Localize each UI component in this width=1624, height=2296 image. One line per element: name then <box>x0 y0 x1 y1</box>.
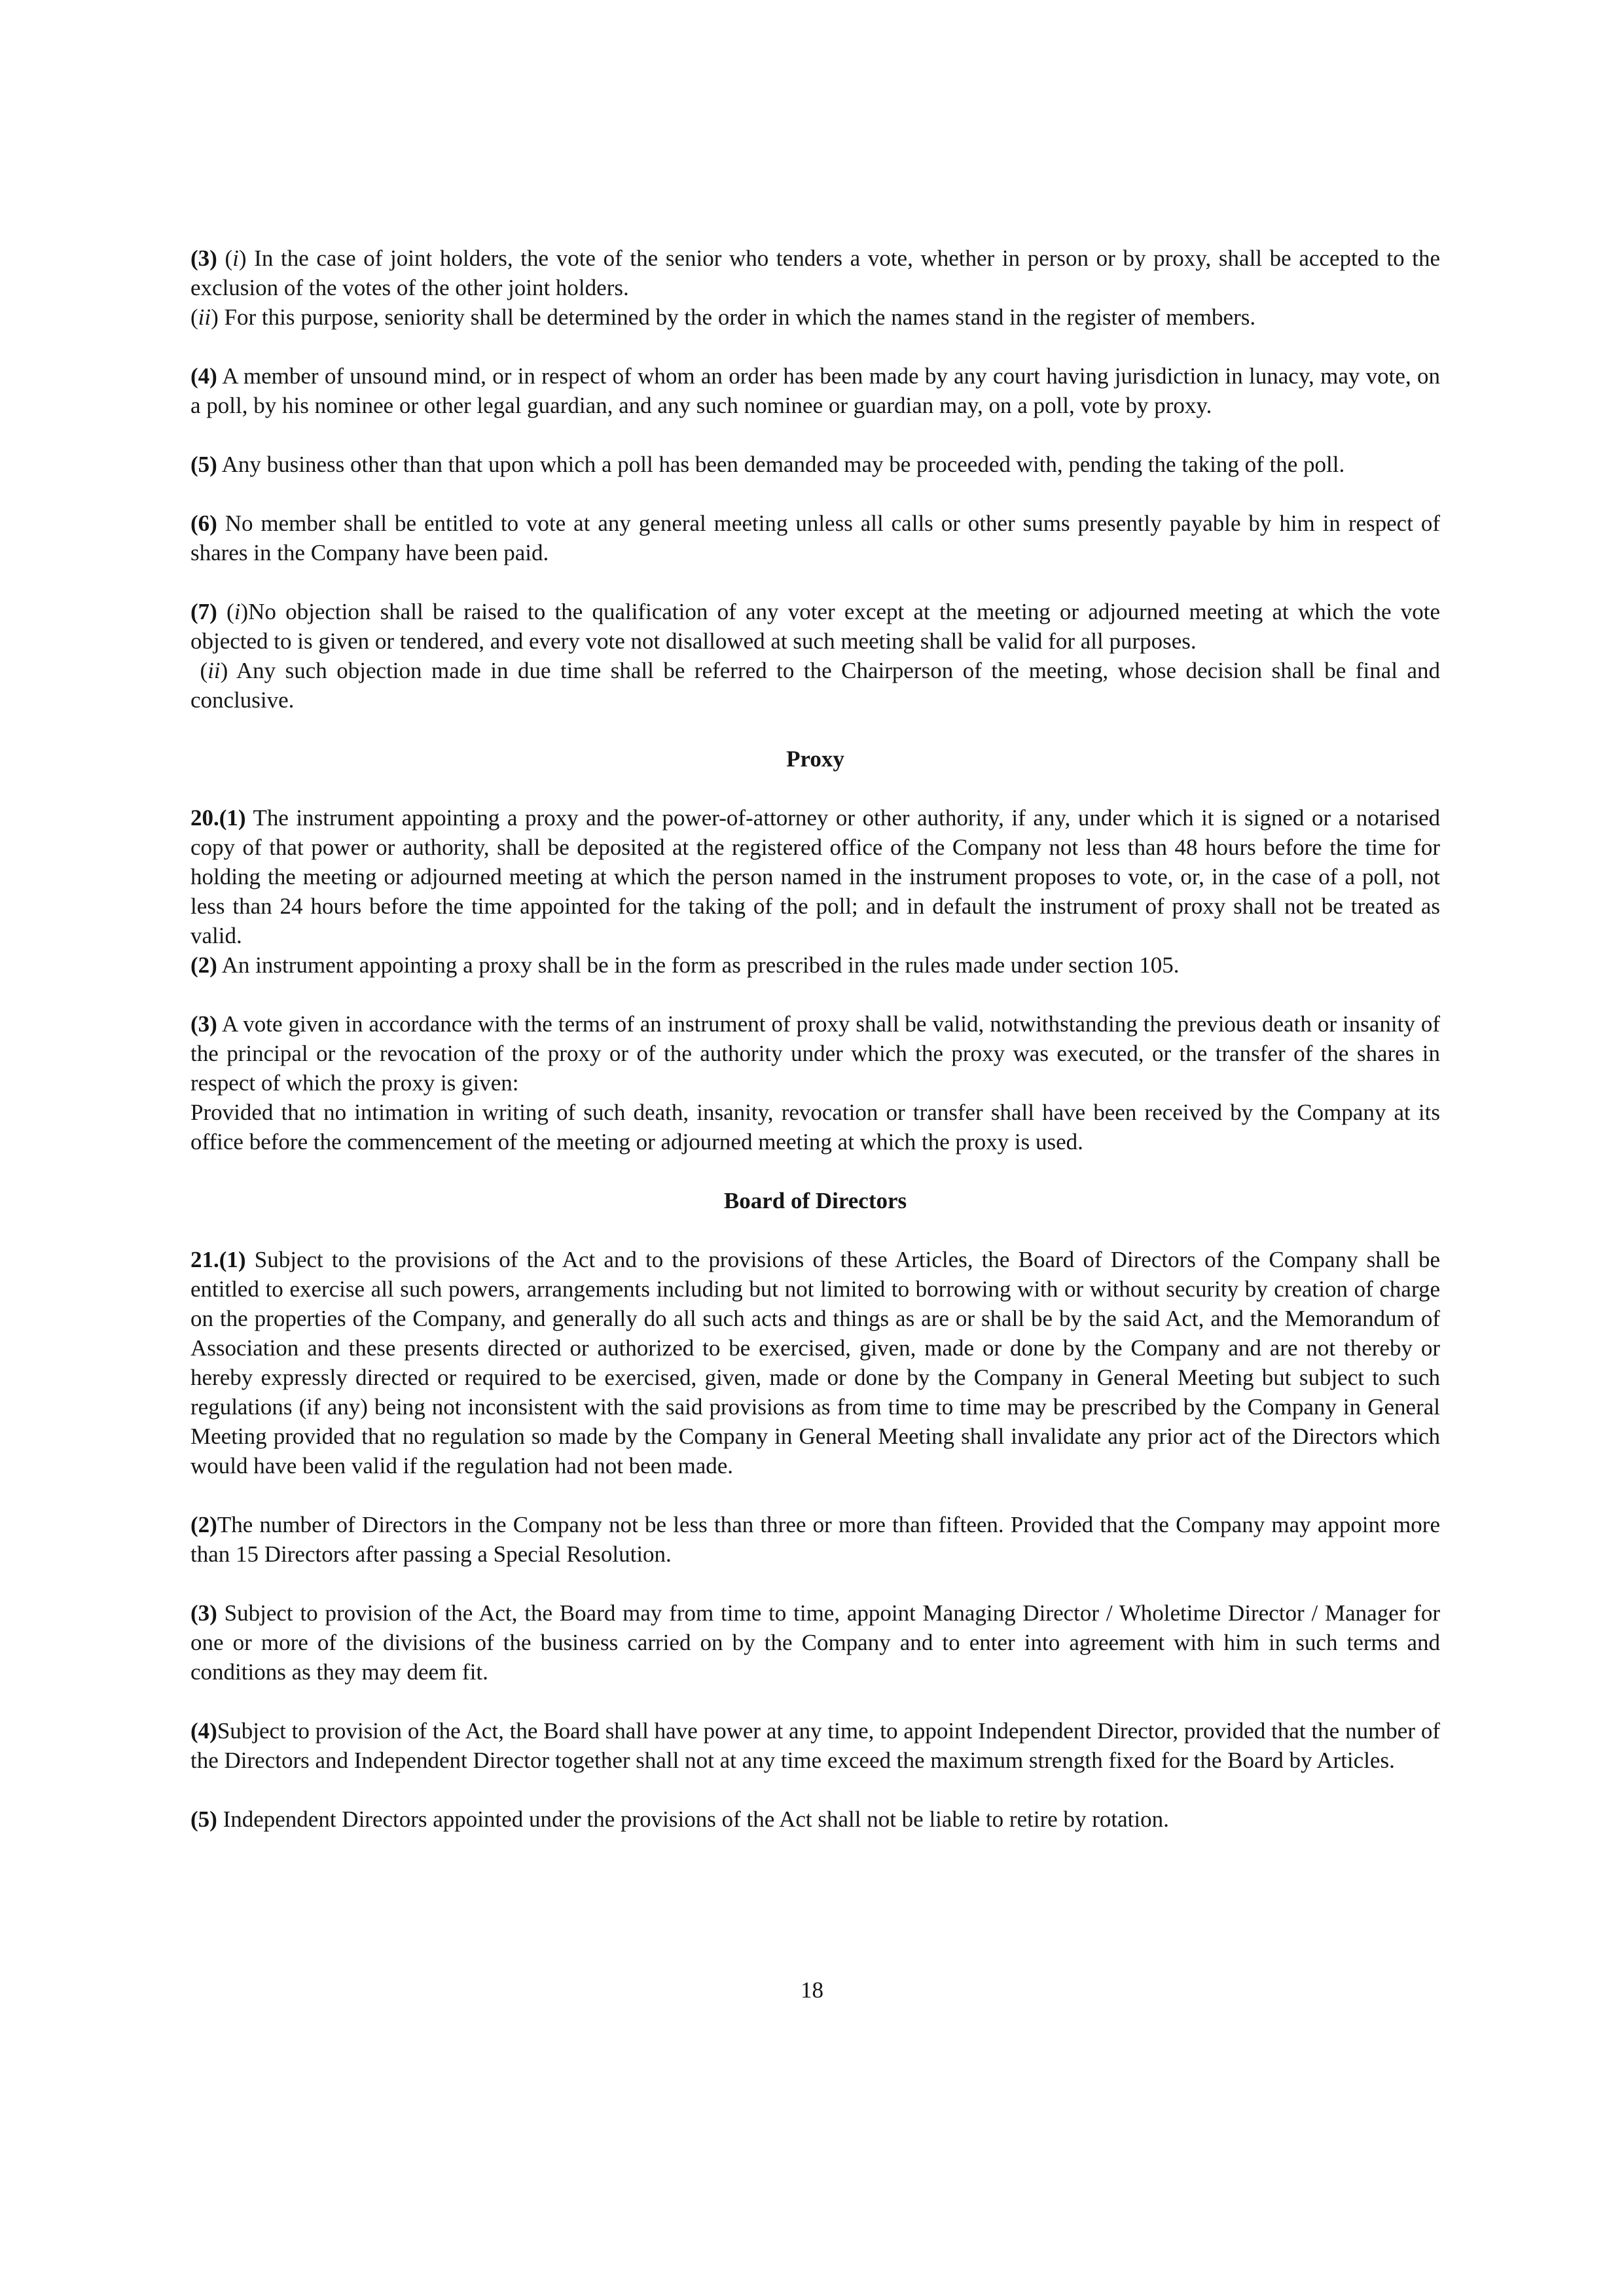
clause-text: Independent Directors appointed under the provisions of the Act shall not be liable to retire by rotation. <box>223 1806 1169 1832</box>
clause-text: The instrument appointing a proxy and the power-of-attorney or other authority, if any, under which it is signed or a notarised copy of that power or authority, shall be deposited at the registered office of the Company not less than 48 hours before the time for holding the meeting or adjourned meeting at which the person named in the instrument proposes to vote, or, in the case of a poll, not less than 24 hours before the time appointed for the taking of the poll; and in default the instrument of proxy shall not be treated as valid. <box>190 805 1440 948</box>
clause-number: (5) <box>190 1806 217 1832</box>
page-number: 18 <box>801 1977 823 2003</box>
section-heading-proxy: Proxy <box>786 746 844 772</box>
article-21-clause-1 <box>190 1245 1440 1480</box>
section-heading-board-of-directors: Board of Directors <box>723 1188 907 1213</box>
article-20-proviso: Provided that no intimation in writing of such death, insanity, revocation or transfer shall have been received by the Company at its office before the commencement of the meeting or adjourned meeting at which the proxy is used. <box>190 1100 1440 1155</box>
roman-marker: i <box>234 599 241 624</box>
article-number: 20.(1) <box>190 805 246 831</box>
article-21-clause-2 <box>190 1510 1440 1569</box>
clause-7: (7) (i)No objection shall be raised to the qualification of any voter except at the meeting or adjourned meeting at which the vote objected to is given or tendered, and every vote not disallowed at such meeting shall be valid for all purposes. (ii) Any such objection made in due time shall be referred to the Chairperson of the meeting, whose decision shall be final and conclusive. <box>190 599 1441 713</box>
clause-number: (4) <box>190 363 217 389</box>
clause-3: (3) (i) In the case of joint holders, the vote of the senior who tenders a vote, whether in person or by proxy, shall be accepted to the exclusion of the votes of the other joint holders. (ii) For this purpose, seniority shall be determined by the order in which the names stand in the register of members. <box>190 245 1441 330</box>
clause-number: (2) <box>190 1512 217 1537</box>
clause-6 <box>190 509 1440 567</box>
clause-text: A member of unsound mind, or in respect of whom an order has been made by any court having jurisdiction in lunacy, may vote, on a poll, by his nominee or other legal guardian, and any such nominee or guardian may, on a poll, vote by proxy. <box>190 363 1440 418</box>
article-number: 21.(1) <box>190 1247 246 1272</box>
clause-number: (5) <box>190 452 217 477</box>
article-21-clause-4 <box>190 1716 1440 1775</box>
page-body <box>190 243 1440 1863</box>
article-21-clause-5 <box>190 1804 1440 1834</box>
clause-5 <box>190 450 1440 479</box>
clause-text: An instrument appointing a proxy shall be in the form as prescribed in the rules made under section 105. <box>221 952 1180 978</box>
clause-text: For this purpose, seniority shall be determined by the order in which the names stand in the register of members. <box>224 304 1256 330</box>
article-20-clause-1 <box>190 803 1440 950</box>
roman-marker: i <box>232 245 239 271</box>
clause-text: No objection shall be raised to the qualification of any voter except at the meeting or adjourned meeting at which the vote objected to is given or tendered, and every vote not disallowed at such meeting shall be valid for all purposes. <box>190 599 1441 654</box>
clause-number: (3) <box>190 1011 217 1037</box>
clause-number: (6) <box>190 511 217 536</box>
clause-text: Subject to provision of the Act, the Board shall have power at any time, to appoint Independent Director, provided that the number of the Directors and Independent Director together shall not at any time exceed the maximum strength fixed for the Board by Articles. <box>190 1718 1440 1773</box>
article-20-clause-2 <box>190 950 1440 980</box>
clause-number: (7) <box>190 599 217 624</box>
clause-number: (2) <box>190 952 217 978</box>
clause-number: (3) <box>190 1600 217 1626</box>
clause-text: In the case of joint holders, the vote of the senior who tenders a vote, whether in person or by proxy, shall be accepted to the exclusion of the votes of the other joint holders. <box>190 245 1441 300</box>
clause-text: Any business other than that upon which a poll has been demanded may be proceeded with, pending the taking of the poll. <box>221 452 1345 477</box>
clause-text: No member shall be entitled to vote at any general meeting unless all calls or other sums presently payable by him in respect of shares in the Company have been paid. <box>190 511 1441 565</box>
clause-4 <box>190 361 1440 420</box>
roman-marker: ii <box>208 658 221 683</box>
clause-number: (4) <box>190 1718 217 1744</box>
clause-text: Any such objection made in due time shall be referred to the Chairperson of the meeting, whose decision shall be final and conclusive. <box>190 658 1440 713</box>
clause-text: A vote given in accordance with the terms of an instrument of proxy shall be valid, notwithstanding the previous death or insanity of the principal or the revocation of the proxy or of the authority under which the proxy was executed, or the transfer of the shares in respect of which the proxy is given: <box>190 1011 1440 1096</box>
clause-text: The number of Directors in the Company not be less than three or more than fifteen. Provided that the Company may appoint more than 15 Directors after passing a Special Resolution. <box>190 1512 1440 1567</box>
article-20-clause-3 <box>190 1009 1440 1098</box>
article-21-clause-3 <box>190 1598 1440 1687</box>
clause-number: (3) <box>190 245 217 271</box>
clause-text: Subject to the provisions of the Act and to the provisions of these Articles, the Board of Directors of the Company shall be entitled to exercise all such powers, arrangements including but not limited to borrowing with or without security by creation of charge on the properties of the Company, and generally do all such acts and things as are or shall be by the said Act, and the Memorandum of Association and these presents directed or authorized to be exercised, given, made or done by the Company and are not thereby or hereby expressly directed or required to be exercised, given, made or done by the Company in General Meeting but subject to such regulations (if any) being not inconsistent with the said provisions as from time to time may be prescribed by the Company in General Meeting provided that no regulation so made by the Company in General Meeting shall invalidate any prior act of the Directors which would have been valid if the regulation had not been made. <box>190 1247 1441 1479</box>
roman-marker: ii <box>198 304 211 330</box>
clause-text: Subject to provision of the Act, the Board may from time to time, appoint Managing Director / Wholetime Director / Manager for one or more of the divisions of the business carried on by the Company and to enter into agreement with him in such terms and conditions as they may deem fit. <box>190 1600 1441 1685</box>
